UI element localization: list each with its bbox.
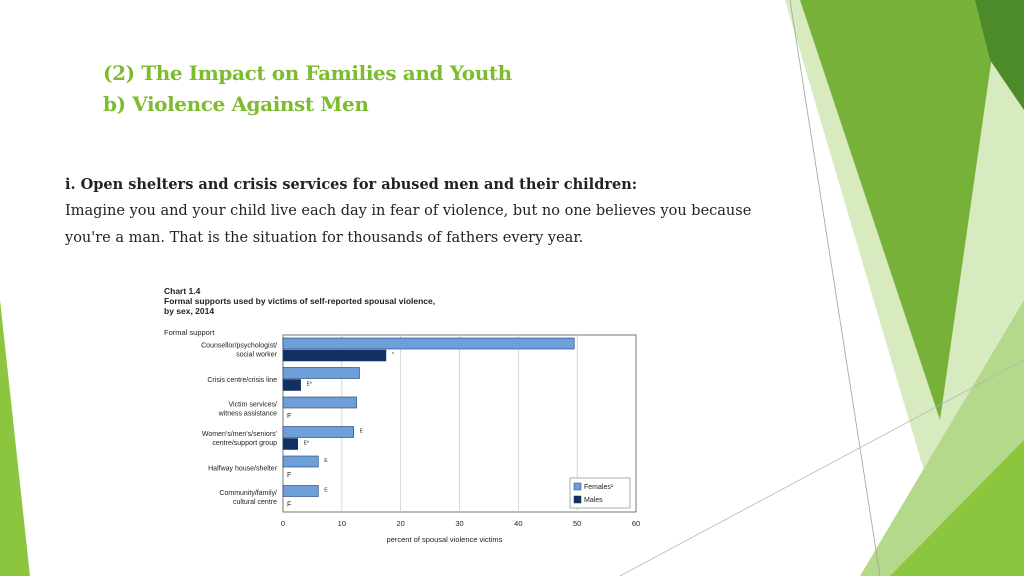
bar-males bbox=[283, 350, 386, 361]
chart-title-line2: Formal supports used by victims of self-reported spousal violence, bbox=[164, 296, 436, 306]
data-flag-label: F bbox=[287, 413, 292, 420]
x-tick-label: 20 bbox=[396, 519, 405, 528]
data-flag-label: E bbox=[324, 487, 328, 494]
category-label: social worker bbox=[236, 351, 277, 359]
bar-females bbox=[283, 456, 318, 467]
category-label: centre/support group bbox=[212, 440, 277, 447]
legend-swatch-females bbox=[574, 483, 581, 490]
data-flag-label: F bbox=[287, 472, 292, 479]
category-label: cultural centre bbox=[233, 499, 277, 506]
bar-females bbox=[283, 368, 359, 379]
legend-label-females: Females¹ bbox=[584, 484, 614, 491]
data-flag-label: * bbox=[391, 352, 394, 358]
bar-males bbox=[283, 380, 301, 391]
category-label: Crisis centre/crisis line bbox=[207, 377, 277, 384]
category-label: Halfway house/shelter bbox=[208, 465, 277, 473]
x-axis-label: percent of spousal violence victims bbox=[386, 535, 503, 544]
legend-swatch-males bbox=[574, 496, 581, 503]
data-flag-label: F bbox=[287, 501, 292, 509]
x-tick-label: 30 bbox=[455, 519, 464, 528]
chart-image bbox=[160, 282, 652, 552]
green-sliver-left bbox=[0, 300, 30, 576]
chart-title-line1: Chart 1.4 bbox=[164, 286, 201, 296]
slide-title bbox=[103, 58, 512, 120]
x-tick-label: 50 bbox=[572, 519, 582, 528]
category-label: Counsellor/psychologist/ bbox=[201, 342, 277, 350]
legend-label-males: Males bbox=[584, 497, 603, 504]
data-flag-label: E* bbox=[306, 381, 312, 388]
bar-males bbox=[283, 439, 298, 450]
data-flag-label: E bbox=[324, 458, 328, 464]
x-tick-label: 40 bbox=[514, 519, 523, 528]
slide-title-line2: b) Violence Against Men bbox=[103, 92, 369, 116]
x-tick-label: 60 bbox=[631, 519, 641, 528]
bar-females bbox=[283, 338, 574, 349]
section-heading: i. Open shelters and crisis services for abused men and their children: bbox=[65, 176, 638, 193]
category-label: Community/family/ bbox=[219, 490, 277, 497]
slide-title-line1: (2) The Impact on Families and Youth bbox=[103, 61, 512, 85]
bar-females bbox=[283, 397, 357, 408]
category-label: Women's/men's/seniors' bbox=[201, 431, 277, 438]
y-axis-label: Formal support bbox=[164, 328, 215, 337]
data-flag-label: E* bbox=[303, 440, 309, 447]
bar-chart bbox=[160, 282, 652, 552]
category-label: witness assistance bbox=[218, 410, 277, 418]
category-label: Victim services/ bbox=[228, 401, 277, 409]
data-flag-label: E bbox=[359, 428, 363, 435]
section-paragraph: Imagine you and your child live each day in fear of violence, but no one believes you because you're a man. That is the situation for thousands of fathers every year. bbox=[65, 203, 752, 246]
bar-females bbox=[283, 427, 354, 438]
bar-females bbox=[283, 486, 318, 497]
x-tick-label: 10 bbox=[337, 519, 347, 528]
x-tick-label: 0 bbox=[280, 519, 286, 528]
chart-title-line3: by sex, 2014 bbox=[164, 306, 215, 316]
slide-body bbox=[65, 171, 765, 252]
